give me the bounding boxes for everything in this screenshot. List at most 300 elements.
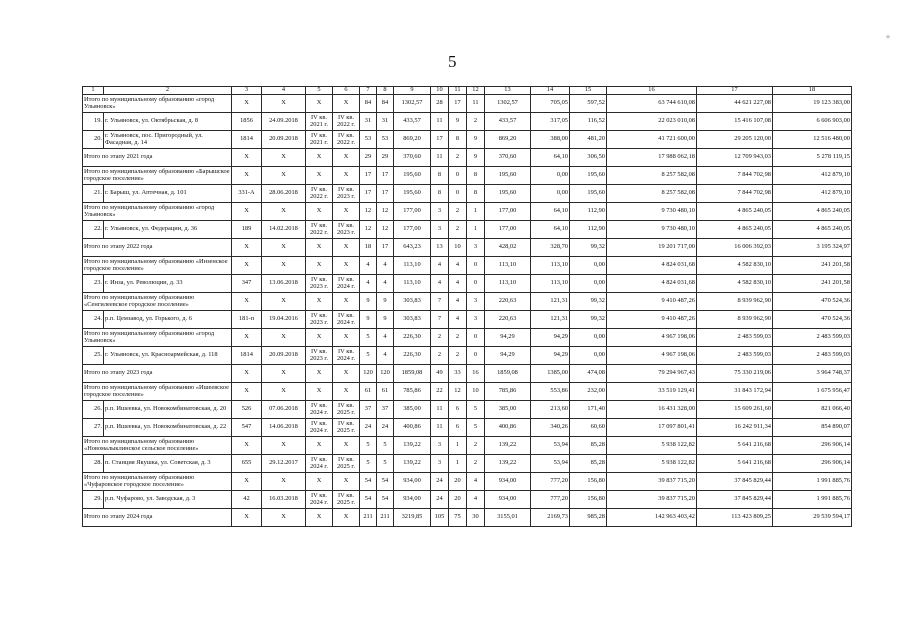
col-cost-fund: 75 330 219,06 (697, 365, 773, 383)
col-date: X (262, 383, 306, 401)
col-start: X (306, 509, 333, 527)
col-rooms-b: 5 (467, 401, 485, 419)
col-cost-fund: 2 483 599,03 (697, 347, 773, 365)
col-area: 1302,57 (394, 95, 431, 113)
table-row (83, 347, 852, 365)
col-start: IV кв. 2024 г. (306, 455, 333, 473)
corner-plus-glyph: + (885, 32, 891, 42)
col-people-b: 9 (377, 311, 394, 329)
col-people-b: 61 (377, 383, 394, 401)
col-start: X (306, 203, 333, 221)
header-cell: 7 (360, 87, 377, 95)
col-series: X (232, 329, 262, 347)
col-cost-total: 22 023 010,08 (607, 113, 697, 131)
col-people-b: 12 (377, 221, 394, 239)
col-people-a: 29 (360, 149, 377, 167)
row-address: г. Ульяновск, ул. Красноармейская, д. 118 (104, 347, 232, 365)
col-end: IV кв. 2025 г. (333, 491, 360, 509)
col-start: IV кв. 2021 г. (306, 131, 333, 149)
col-area: 113,10 (394, 275, 431, 293)
col-area-c: 777,20 (531, 473, 570, 491)
summary-label: Итого по муниципальному образованию «город Ульяновск» (83, 95, 232, 113)
col-people-b: 4 (377, 329, 394, 347)
col-cost-fund: 29 205 120,00 (697, 131, 773, 149)
col-cost-region: 821 066,40 (773, 401, 852, 419)
col-start: X (306, 329, 333, 347)
col-rooms-a: 4 (449, 275, 467, 293)
table-row (83, 419, 852, 437)
col-rooms-total: 13 (431, 239, 449, 257)
col-people-a: 17 (360, 185, 377, 203)
col-area-c: 0,00 (531, 185, 570, 203)
col-area: 195,60 (394, 185, 431, 203)
row-number: 24. (83, 311, 104, 329)
col-end: IV кв. 2024 г. (333, 347, 360, 365)
col-cost-total: 39 837 715,20 (607, 491, 697, 509)
col-cost-region: 12 516 480,00 (773, 131, 852, 149)
col-cost-total: 16 431 328,00 (607, 401, 697, 419)
col-people-b: 54 (377, 473, 394, 491)
col-rooms-b: 0 (467, 275, 485, 293)
col-people-b: 4 (377, 347, 394, 365)
row-address: г. Барыш, ул. Аптечная, д. 101 (104, 185, 232, 203)
row-number: 19. (83, 113, 104, 131)
col-area: 385,00 (394, 401, 431, 419)
col-series: 547 (232, 419, 262, 437)
col-area-c: 317,05 (531, 113, 570, 131)
col-rooms-a: 2 (449, 329, 467, 347)
table-row (83, 491, 852, 509)
col-end: X (333, 383, 360, 401)
col-series: X (232, 509, 262, 527)
table-row (83, 311, 852, 329)
col-rooms-a: 33 (449, 365, 467, 383)
col-start: IV кв. 2024 г. (306, 491, 333, 509)
col-area-c: 213,60 (531, 401, 570, 419)
col-rooms-b: 4 (467, 491, 485, 509)
col-area-c: 1385,00 (531, 365, 570, 383)
col-series: 526 (232, 401, 262, 419)
col-cost-region: 1 991 885,76 (773, 473, 852, 491)
col-series: X (232, 257, 262, 275)
summary-row (83, 365, 852, 383)
summary-row (83, 149, 852, 167)
col-date: X (262, 329, 306, 347)
col-people-a: 211 (360, 509, 377, 527)
col-series: 1814 (232, 131, 262, 149)
page-number: 5 (448, 52, 457, 71)
col-rooms-a: 12 (449, 383, 467, 401)
col-area-d: 0,00 (570, 329, 607, 347)
summary-row (83, 473, 852, 491)
col-area-c: 0,00 (531, 167, 570, 185)
col-cost-region: 1 991 885,76 (773, 491, 852, 509)
col-area: 370,60 (394, 149, 431, 167)
row-number: 27. (83, 419, 104, 437)
row-address: р.п. Ишеевка, ул. Новокомбинатовская, д. 22 (104, 419, 232, 437)
col-people-b: 211 (377, 509, 394, 527)
col-cost-total: 9 410 487,26 (607, 311, 697, 329)
row-address: р.п. Цемзавод, ул. Горького, д. 6 (104, 311, 232, 329)
col-people-a: 84 (360, 95, 377, 113)
col-rooms-b: 5 (467, 419, 485, 437)
summary-label: Итого по этапу 2023 года (83, 365, 232, 383)
col-series: X (232, 437, 262, 455)
col-area-d: 195,60 (570, 185, 607, 203)
table-row (83, 113, 852, 131)
header-cell: 17 (697, 87, 773, 95)
col-cost-region: 241 201,58 (773, 257, 852, 275)
col-area-b: 195,60 (485, 185, 531, 203)
col-date: X (262, 167, 306, 185)
col-area-b: 177,00 (485, 203, 531, 221)
col-area-d: 0,00 (570, 257, 607, 275)
col-series: 655 (232, 455, 262, 473)
col-rooms-total: 22 (431, 383, 449, 401)
col-cost-total: 79 294 967,43 (607, 365, 697, 383)
table-row (83, 131, 852, 149)
col-date: 14.06.2018 (262, 419, 306, 437)
col-end: IV кв. 2023 г. (333, 185, 360, 203)
col-cost-region: 296 906,14 (773, 455, 852, 473)
col-people-b: 17 (377, 167, 394, 185)
col-area-d: 85,28 (570, 455, 607, 473)
col-area-b: 400,86 (485, 419, 531, 437)
col-end: X (333, 257, 360, 275)
col-cost-region: 470 524,36 (773, 293, 852, 311)
col-area: 1859,08 (394, 365, 431, 383)
col-start: IV кв. 2022 г. (306, 185, 333, 203)
col-end: IV кв. 2024 г. (333, 311, 360, 329)
col-rooms-a: 2 (449, 347, 467, 365)
row-number: 29. (83, 491, 104, 509)
summary-label: Итого по муниципальному образованию «Ишеевское городское поселение» (83, 383, 232, 401)
col-people-b: 37 (377, 401, 394, 419)
col-area: 869,20 (394, 131, 431, 149)
col-area-d: 116,52 (570, 113, 607, 131)
col-start: IV кв. 2023 г. (306, 347, 333, 365)
col-cost-region: 470 524,36 (773, 311, 852, 329)
col-end: X (333, 293, 360, 311)
col-people-b: 54 (377, 491, 394, 509)
col-end: X (333, 239, 360, 257)
col-area-b: 113,10 (485, 257, 531, 275)
row-number: 25. (83, 347, 104, 365)
col-date: X (262, 149, 306, 167)
col-cost-total: 4 967 198,06 (607, 329, 697, 347)
col-area: 400,86 (394, 419, 431, 437)
col-rooms-total: 8 (431, 167, 449, 185)
col-people-b: 53 (377, 131, 394, 149)
col-area: 139,22 (394, 455, 431, 473)
col-rooms-b: 2 (467, 437, 485, 455)
col-cost-fund: 2 483 599,03 (697, 329, 773, 347)
col-end: IV кв. 2022 г. (333, 113, 360, 131)
col-series: X (232, 167, 262, 185)
col-area-b: 177,00 (485, 221, 531, 239)
col-people-a: 37 (360, 401, 377, 419)
col-cost-fund: 4 865 240,05 (697, 203, 773, 221)
summary-row (83, 203, 852, 221)
col-series: 1814 (232, 347, 262, 365)
col-series: X (232, 293, 262, 311)
header-cell: 16 (607, 87, 697, 95)
col-area-d: 156,80 (570, 473, 607, 491)
col-area-d: 85,28 (570, 437, 607, 455)
col-area: 177,00 (394, 203, 431, 221)
col-area-b: 428,02 (485, 239, 531, 257)
col-area-b: 94,29 (485, 347, 531, 365)
col-rooms-total: 2 (431, 347, 449, 365)
col-people-a: 53 (360, 131, 377, 149)
col-rooms-total: 11 (431, 149, 449, 167)
col-people-a: 12 (360, 221, 377, 239)
col-rooms-b: 9 (467, 149, 485, 167)
col-cost-region: 412 879,10 (773, 167, 852, 185)
col-area-b: 1302,57 (485, 95, 531, 113)
row-number: 21. (83, 185, 104, 203)
col-area-b: 195,60 (485, 167, 531, 185)
col-date: X (262, 293, 306, 311)
col-start: X (306, 95, 333, 113)
col-start: X (306, 437, 333, 455)
col-end: IV кв. 2022 г. (333, 131, 360, 149)
col-area-d: 99,32 (570, 311, 607, 329)
table-row (83, 455, 852, 473)
col-cost-fund: 5 641 216,68 (697, 437, 773, 455)
col-rooms-total: 7 (431, 311, 449, 329)
col-series: X (232, 203, 262, 221)
col-area-b: 385,00 (485, 401, 531, 419)
col-rooms-total: 4 (431, 275, 449, 293)
header-cell: 5 (306, 87, 333, 95)
col-area-b: 139,22 (485, 455, 531, 473)
row-number: 20. (83, 131, 104, 149)
col-rooms-total: 8 (431, 185, 449, 203)
col-rooms-a: 0 (449, 167, 467, 185)
col-date: X (262, 95, 306, 113)
header-cell: 2 (104, 87, 232, 95)
col-people-a: 5 (360, 455, 377, 473)
col-rooms-a: 2 (449, 221, 467, 239)
col-rooms-b: 3 (467, 239, 485, 257)
col-cost-total: 5 938 122,82 (607, 437, 697, 455)
col-cost-fund: 8 939 962,90 (697, 311, 773, 329)
col-area: 934,00 (394, 491, 431, 509)
col-area-d: 99,32 (570, 293, 607, 311)
row-address: г. Ульяновск, ул. Октябрьская, д. 8 (104, 113, 232, 131)
col-people-b: 4 (377, 257, 394, 275)
col-rooms-a: 4 (449, 311, 467, 329)
col-area-d: 156,80 (570, 491, 607, 509)
col-cost-region: 2 483 599,03 (773, 347, 852, 365)
col-cost-fund: 16 006 392,03 (697, 239, 773, 257)
col-series: 189 (232, 221, 262, 239)
row-address: р.п. Чуфарово, ул. Заводская, д. 3 (104, 491, 232, 509)
col-people-a: 12 (360, 203, 377, 221)
header-cell: 12 (467, 87, 485, 95)
col-cost-fund: 15 609 261,60 (697, 401, 773, 419)
col-area: 3219,85 (394, 509, 431, 527)
col-cost-region: 296 906,14 (773, 437, 852, 455)
col-cost-fund: 37 845 829,44 (697, 473, 773, 491)
header-cell: 13 (485, 87, 531, 95)
col-date: X (262, 365, 306, 383)
summary-row (83, 329, 852, 347)
col-rooms-b: 0 (467, 257, 485, 275)
col-cost-fund: 113 423 809,25 (697, 509, 773, 527)
col-area-c: 94,29 (531, 347, 570, 365)
col-rooms-total: 4 (431, 257, 449, 275)
table-container (82, 86, 852, 527)
col-series: X (232, 365, 262, 383)
col-people-a: 9 (360, 311, 377, 329)
col-series: 347 (232, 275, 262, 293)
col-end: IV кв. 2025 г. (333, 455, 360, 473)
col-area-c: 553,86 (531, 383, 570, 401)
col-end: X (333, 95, 360, 113)
col-people-a: 17 (360, 167, 377, 185)
col-area-d: 171,40 (570, 401, 607, 419)
col-cost-fund: 37 845 829,44 (697, 491, 773, 509)
col-cost-total: 4 824 031,68 (607, 275, 697, 293)
col-cost-fund: 4 865 240,05 (697, 221, 773, 239)
col-cost-fund: 8 939 962,90 (697, 293, 773, 311)
col-start: IV кв. 2022 г. (306, 221, 333, 239)
summary-label: Итого по муниципальному образованию «Инзенское городское поселение» (83, 257, 232, 275)
col-area-b: 94,29 (485, 329, 531, 347)
col-area-c: 64,10 (531, 149, 570, 167)
col-people-a: 4 (360, 257, 377, 275)
row-address: р.п. Ишеевка, ул. Новокомбинатовская, д. 20 (104, 401, 232, 419)
col-rooms-total: 3 (431, 455, 449, 473)
col-end: X (333, 473, 360, 491)
row-number: 28. (83, 455, 104, 473)
col-area-d: 306,50 (570, 149, 607, 167)
col-series: X (232, 473, 262, 491)
col-area-d: 232,00 (570, 383, 607, 401)
col-people-a: 9 (360, 293, 377, 311)
col-start: X (306, 365, 333, 383)
col-rooms-total: 24 (431, 491, 449, 509)
col-end: X (333, 149, 360, 167)
col-area-c: 64,10 (531, 221, 570, 239)
col-area-d: 0,00 (570, 275, 607, 293)
col-cost-fund: 12 709 943,03 (697, 149, 773, 167)
col-area-d: 597,52 (570, 95, 607, 113)
header-cell: 10 (431, 87, 449, 95)
col-cost-region: 19 123 383,00 (773, 95, 852, 113)
col-rooms-total: 24 (431, 473, 449, 491)
col-area-b: 370,60 (485, 149, 531, 167)
col-start: X (306, 257, 333, 275)
col-rooms-a: 9 (449, 113, 467, 131)
col-start: X (306, 167, 333, 185)
col-cost-fund: 4 582 830,10 (697, 257, 773, 275)
col-end: X (333, 167, 360, 185)
col-rooms-a: 8 (449, 131, 467, 149)
col-area-c: 53,94 (531, 455, 570, 473)
col-area-b: 934,00 (485, 491, 531, 509)
col-date: 24.09.2018 (262, 113, 306, 131)
summary-row (83, 257, 852, 275)
col-area-d: 112,90 (570, 221, 607, 239)
col-area-b: 869,20 (485, 131, 531, 149)
col-date: 19.04.2016 (262, 311, 306, 329)
col-rooms-total: 2 (431, 329, 449, 347)
row-address: г. Ульяновск, ул. Федерации, д. 36 (104, 221, 232, 239)
col-date: X (262, 509, 306, 527)
col-area-c: 2169,73 (531, 509, 570, 527)
col-date: X (262, 257, 306, 275)
col-cost-region: 412 879,10 (773, 185, 852, 203)
col-date: 07.06.2018 (262, 401, 306, 419)
row-number: 23. (83, 275, 104, 293)
col-cost-total: 4 824 031,68 (607, 257, 697, 275)
col-area-c: 121,31 (531, 311, 570, 329)
col-people-b: 84 (377, 95, 394, 113)
col-date: X (262, 203, 306, 221)
col-cost-total: 17 988 062,18 (607, 149, 697, 167)
col-people-b: 5 (377, 437, 394, 455)
col-start: X (306, 293, 333, 311)
col-rooms-total: 105 (431, 509, 449, 527)
col-area-b: 220,63 (485, 311, 531, 329)
col-people-a: 120 (360, 365, 377, 383)
col-rooms-b: 8 (467, 167, 485, 185)
col-area: 433,57 (394, 113, 431, 131)
header-cell: 1 (83, 87, 104, 95)
col-end: X (333, 329, 360, 347)
col-cost-fund: 31 843 172,94 (697, 383, 773, 401)
summary-label: Итого по муниципальному образованию «Новомалыклинское сельское поселение» (83, 437, 232, 455)
col-area: 643,23 (394, 239, 431, 257)
summary-row (83, 509, 852, 527)
col-rooms-a: 4 (449, 257, 467, 275)
col-cost-total: 8 257 582,08 (607, 185, 697, 203)
col-people-b: 17 (377, 239, 394, 257)
col-cost-fund: 7 844 702,98 (697, 185, 773, 203)
summary-label: Итого по муниципальному образованию «Барышское городское поселение» (83, 167, 232, 185)
col-rooms-a: 2 (449, 149, 467, 167)
col-date: 29.12.2017 (262, 455, 306, 473)
col-people-b: 12 (377, 203, 394, 221)
col-area-b: 220,63 (485, 293, 531, 311)
col-area-d: 474,08 (570, 365, 607, 383)
col-area-d: 985,28 (570, 509, 607, 527)
summary-label: Итого по этапу 2022 года (83, 239, 232, 257)
summary-row (83, 239, 852, 257)
col-people-a: 31 (360, 113, 377, 131)
col-area-c: 94,29 (531, 329, 570, 347)
col-area-c: 328,70 (531, 239, 570, 257)
col-cost-fund: 16 242 911,34 (697, 419, 773, 437)
table-body (83, 87, 852, 527)
col-rooms-b: 1 (467, 203, 485, 221)
col-rooms-b: 11 (467, 95, 485, 113)
col-cost-total: 8 257 582,08 (607, 167, 697, 185)
col-area-c: 64,10 (531, 203, 570, 221)
corner-plus-mark (881, 30, 895, 44)
col-people-a: 4 (360, 275, 377, 293)
table-row (83, 185, 852, 203)
col-rooms-b: 3 (467, 311, 485, 329)
col-cost-total: 17 097 801,41 (607, 419, 697, 437)
col-series: X (232, 239, 262, 257)
col-start: X (306, 383, 333, 401)
col-cost-region: 6 606 903,00 (773, 113, 852, 131)
col-area: 195,60 (394, 167, 431, 185)
